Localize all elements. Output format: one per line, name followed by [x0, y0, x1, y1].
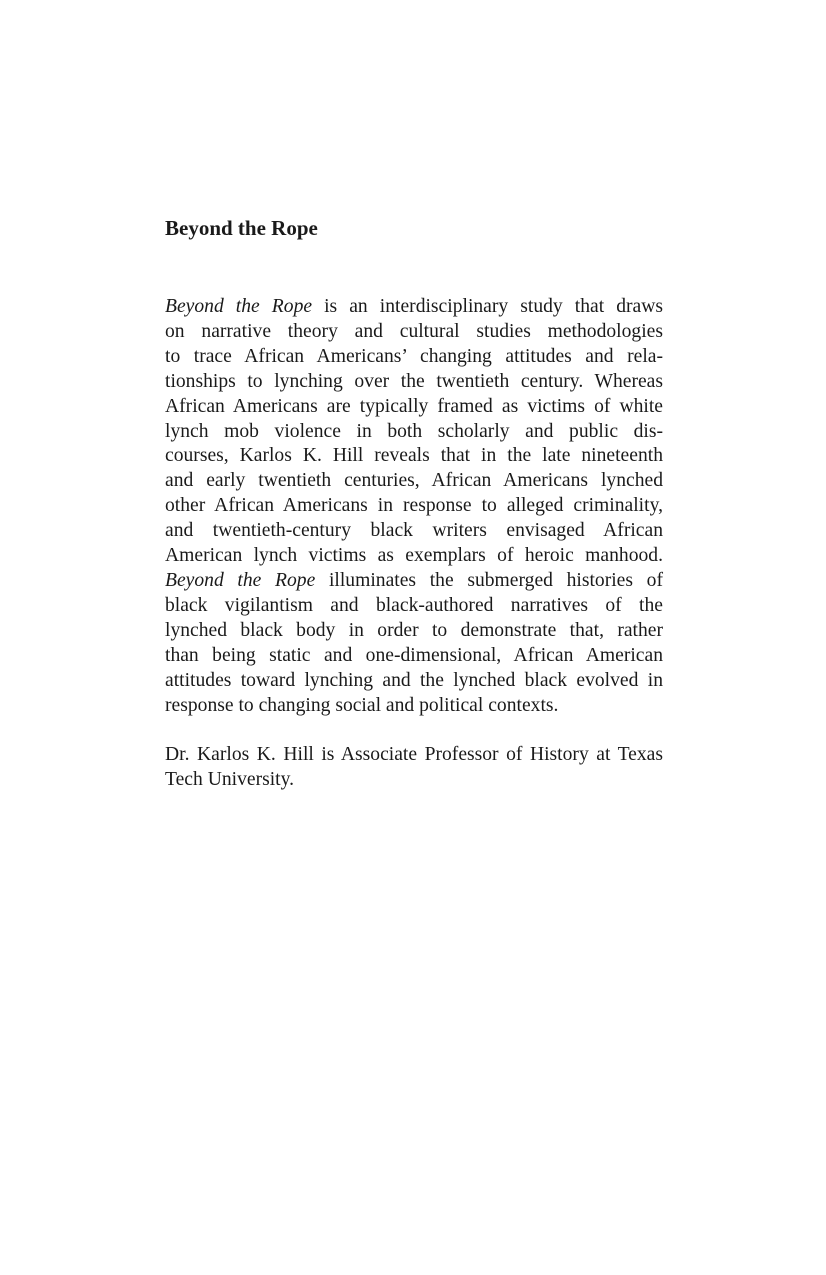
text-segment: is an interdisciplinary study that draws — [312, 296, 663, 317]
text-line — [165, 469, 663, 494]
text-line — [165, 494, 663, 519]
text-line — [165, 345, 663, 370]
text-line — [165, 370, 663, 395]
text-line — [165, 594, 663, 619]
text-segment: on narrative theory and cultural studies methodologies — [165, 320, 663, 342]
text-segment: illuminates the submerged histories of — [315, 569, 663, 591]
text-segment: black vigilantism and black-authored narratives of the — [165, 594, 663, 616]
text-segment: American lynch victims as exemplars of heroic manhood. — [165, 545, 663, 567]
author-bio — [165, 743, 663, 793]
text-segment: lynched black body in order to demonstrate that, rather — [165, 619, 663, 641]
text-segment: Tech University. — [165, 768, 295, 790]
book-title: Beyond the Rope — [165, 216, 318, 240]
text-segment: and early twentieth centuries, African Americans lynched — [165, 470, 663, 492]
text-segment: other African Americans in response to alleged criminality, — [165, 495, 663, 517]
text-line — [165, 519, 663, 544]
text-segment: and twentieth-century black writers envisaged African — [165, 520, 663, 542]
text-line — [165, 569, 663, 594]
italic-title-reference: Beyond the Rope — [165, 296, 313, 317]
text-segment: courses, Karlos K. Hill reveals that in the late nineteenth — [165, 445, 663, 467]
text-line — [165, 295, 663, 320]
text-segment: to trace African Americans’ changing attitudes and rela- — [165, 345, 663, 367]
text-segment: than being static and one-dimensional, African American — [165, 644, 663, 666]
text-segment: tionships to lynching over the twentieth century. Whereas — [165, 370, 663, 392]
text-line — [165, 644, 663, 669]
text-line — [165, 669, 663, 694]
text-line — [165, 444, 663, 469]
text-line — [165, 619, 663, 644]
text-line — [165, 743, 663, 768]
text-line — [165, 395, 663, 420]
text-line — [165, 320, 663, 345]
text-segment: Dr. Karlos K. Hill is Associate Professor of History at Texas — [165, 743, 663, 765]
text-line — [165, 544, 663, 569]
text-segment: response to changing social and political contexts. — [165, 694, 559, 716]
text-segment: African Americans are typically framed as victims of white — [165, 395, 663, 417]
text-segment: attitudes toward lynching and the lynched black evolved in — [165, 669, 663, 691]
text-line — [165, 768, 663, 793]
italic-title-reference: Beyond the Rope — [165, 569, 316, 591]
text-segment: lynch mob violence in both scholarly and public dis- — [165, 420, 663, 442]
back-cover-page — [165, 213, 663, 793]
text-line — [165, 694, 663, 719]
text-line — [165, 420, 663, 445]
book-description — [165, 295, 663, 718]
